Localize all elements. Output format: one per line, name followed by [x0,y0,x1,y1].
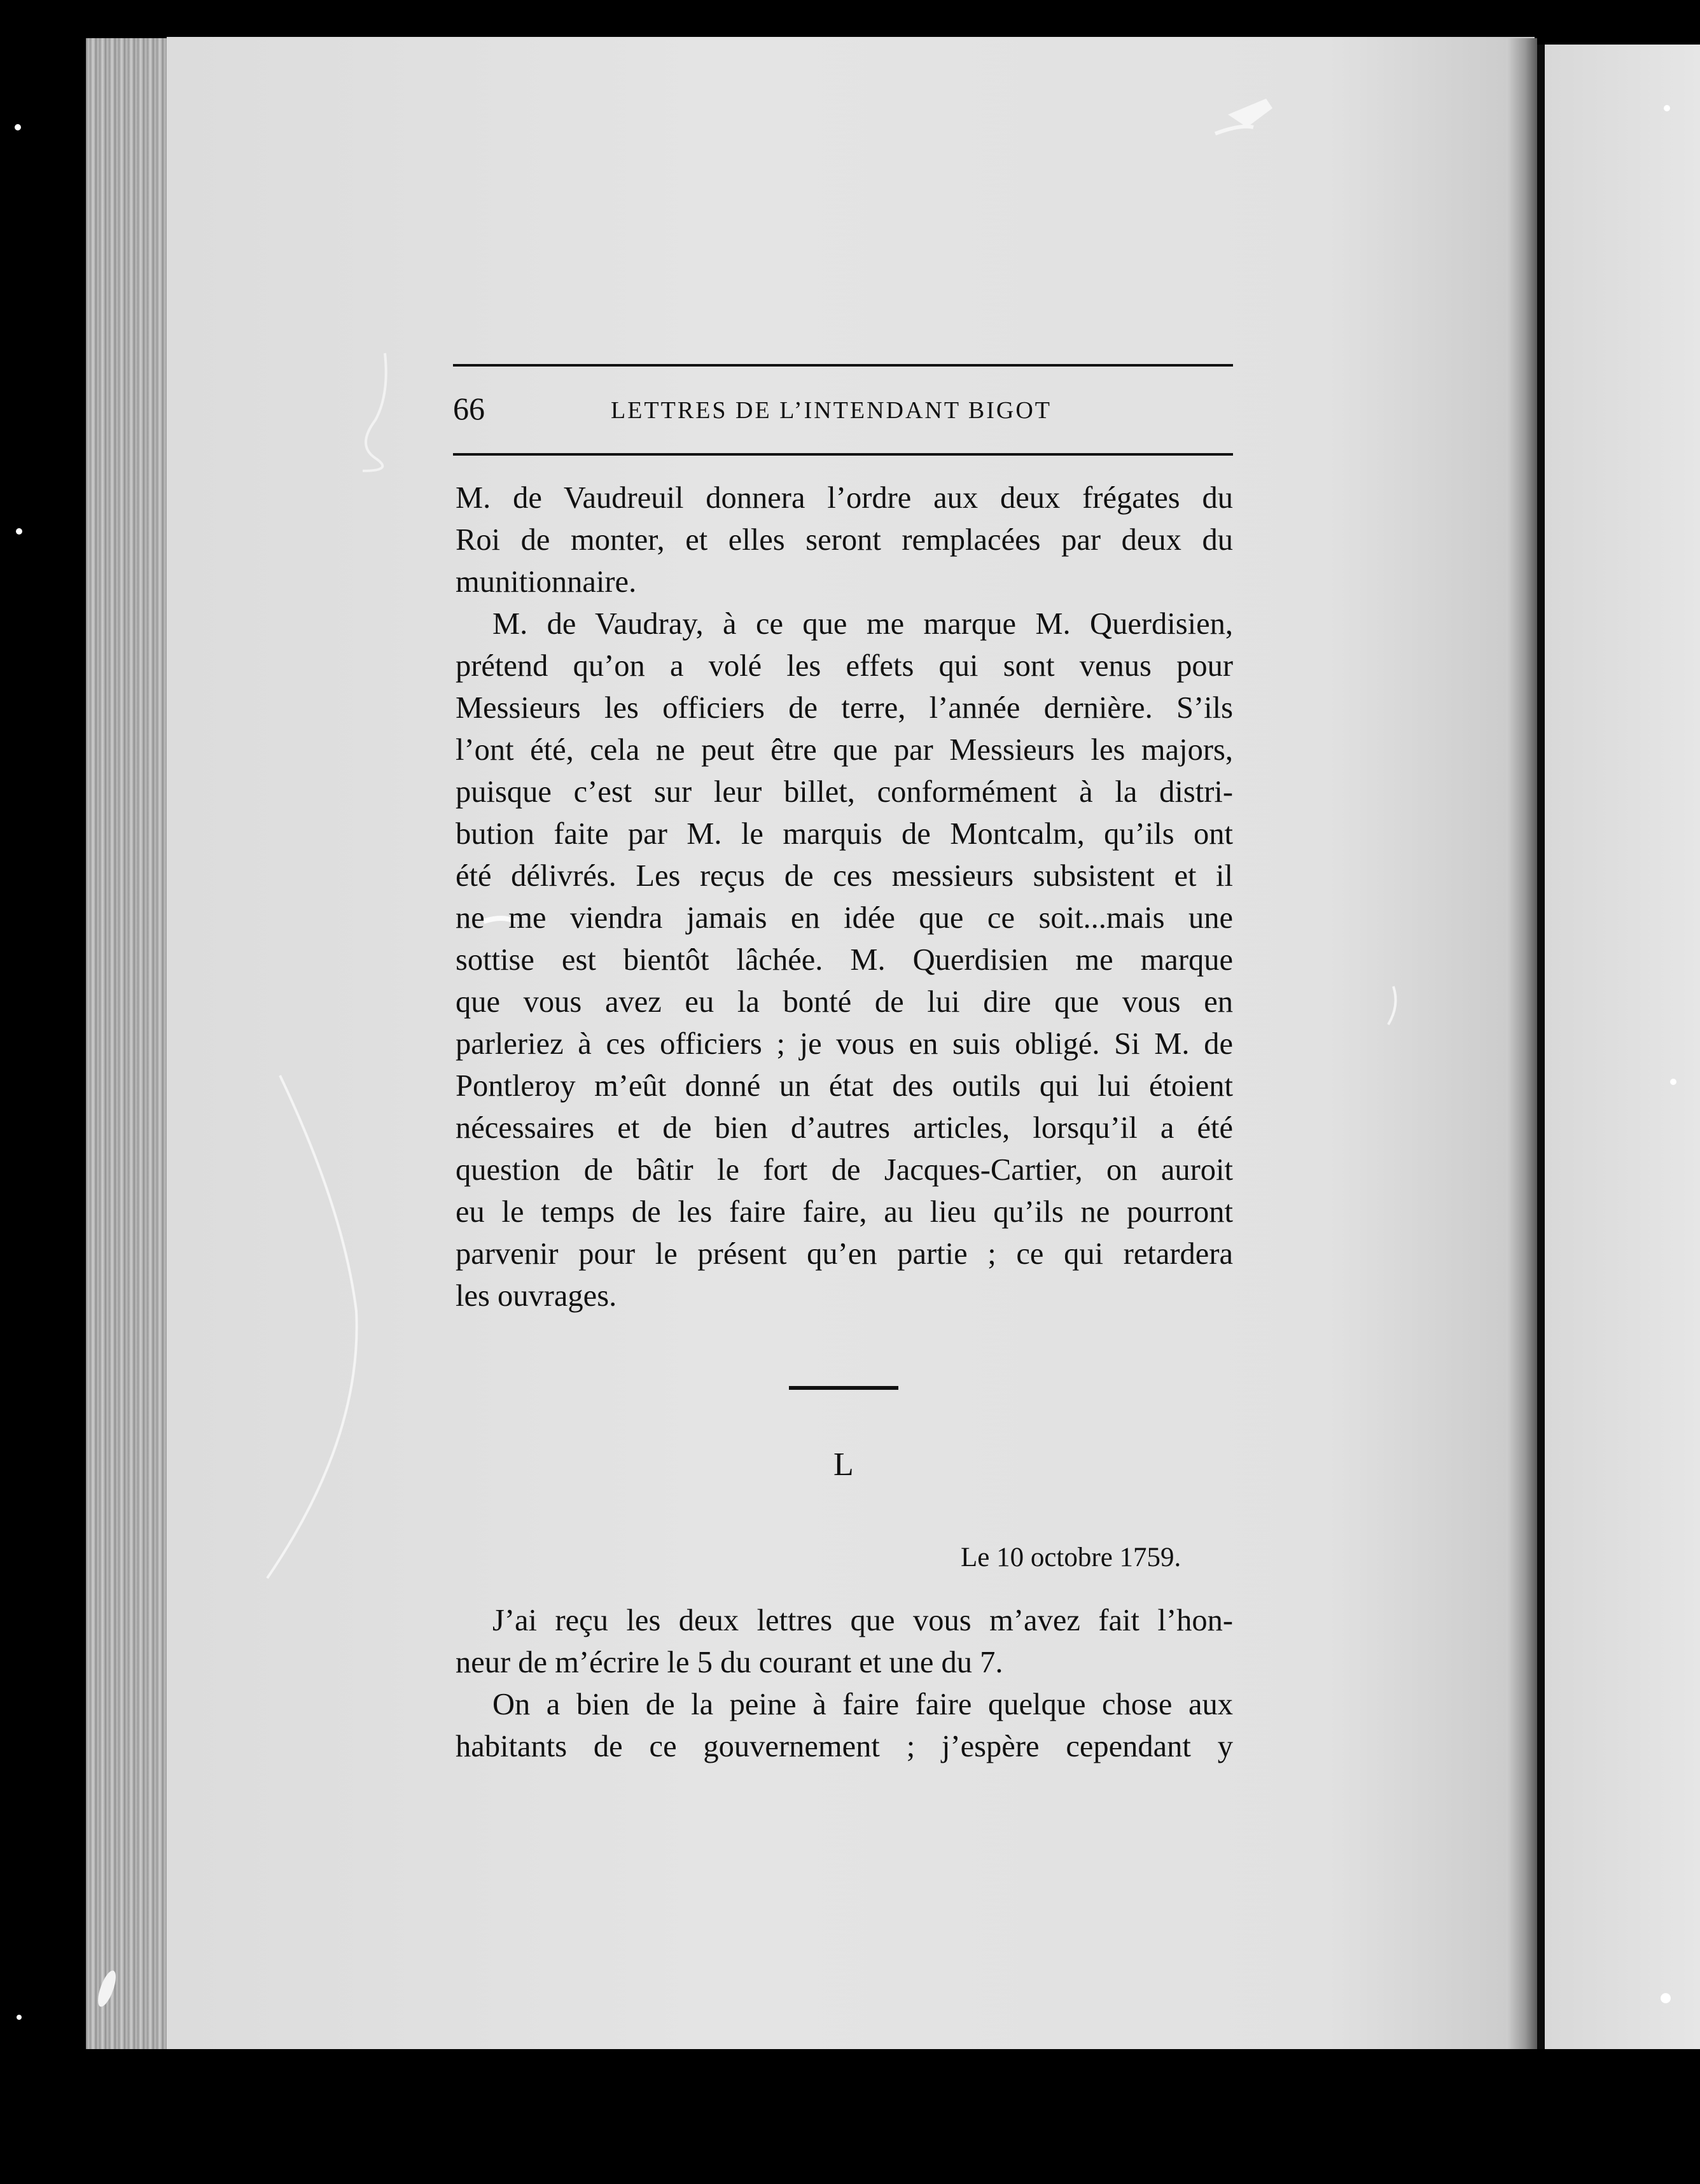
text-line: parvenir pour le présent qu’en partie ; ce qui retardera [456,1237,1233,1271]
text-line: Roi de monter, et elles seront remplacées par deux du [456,523,1233,557]
text-line: M. de Vaudray, à ce que me marque M. Querdisien, [492,607,1233,641]
text-line: prétend qu’on a volé les effets qui sont venus pour [456,649,1233,683]
paragraph-4 [456,1684,1233,1768]
letter-number: L [833,1446,854,1483]
page-number: 66 [453,391,485,426]
text-line: On a bien de la peine à faire faire quelque chose aux [492,1688,1233,1721]
text-line: été délivrés. Les reçus de ces messieurs subsistent et il [456,859,1233,893]
paragraph-3 [456,1600,1233,1684]
text-line: ne me viendra jamais en idée que ce soit...mais une [456,901,1233,935]
text-line: que vous avez eu la bonté de lui dire que vous en [456,985,1233,1019]
paragraph-1 [456,477,1233,603]
letter-date: Le 10 octobre 1759. [961,1543,1181,1572]
text-line: Messieurs les officiers de terre, l’année dernière. S’ils [456,691,1233,725]
text-line: J’ai reçu les deux lettres que vous m’avez fait l’hon- [492,1604,1233,1637]
text-line: M. de Vaudreuil donnera l’ordre aux deux frégates du [456,481,1233,515]
text-line: sottise est bientôt lâchée. M. Querdisien me marque [456,943,1233,977]
text-line: les ouvrages. [456,1279,617,1313]
text-line: habitants de ce gouvernement ; j’espère cependant y [456,1730,1233,1763]
text-line: munitionnaire. [456,565,637,599]
paragraph-2 [456,603,1233,1317]
text-line: neur de m’écrire le 5 du courant et une du 7. [456,1646,1003,1679]
text-line: Pontleroy m’eût donné un état des outils qui lui étoient [456,1069,1233,1103]
running-title: LETTRES DE L’INTENDANT BIGOT [611,397,1052,424]
text-line: puisque c’est sur leur billet, conformément à la distri- [456,775,1233,809]
text-line: parleriez à ces officiers ; je vous en suis obligé. Si M. de [456,1027,1233,1061]
header-top-rule [453,364,1233,367]
section-divider [789,1386,898,1390]
text-line: bution faite par M. le marquis de Montcalm, qu’ils ont [456,817,1233,851]
header-bottom-rule [453,453,1233,456]
text-line: nécessaires et de bien d’autres articles, lorsqu’il a été [456,1111,1233,1145]
text-line: l’ont été, cela ne peut être que par Messieurs les majors, [456,733,1233,767]
text-line: eu le temps de les faire faire, au lieu qu’ils ne pourront [456,1195,1233,1229]
text-line: question de bâtir le fort de Jacques-Cartier, on auroit [456,1153,1233,1187]
